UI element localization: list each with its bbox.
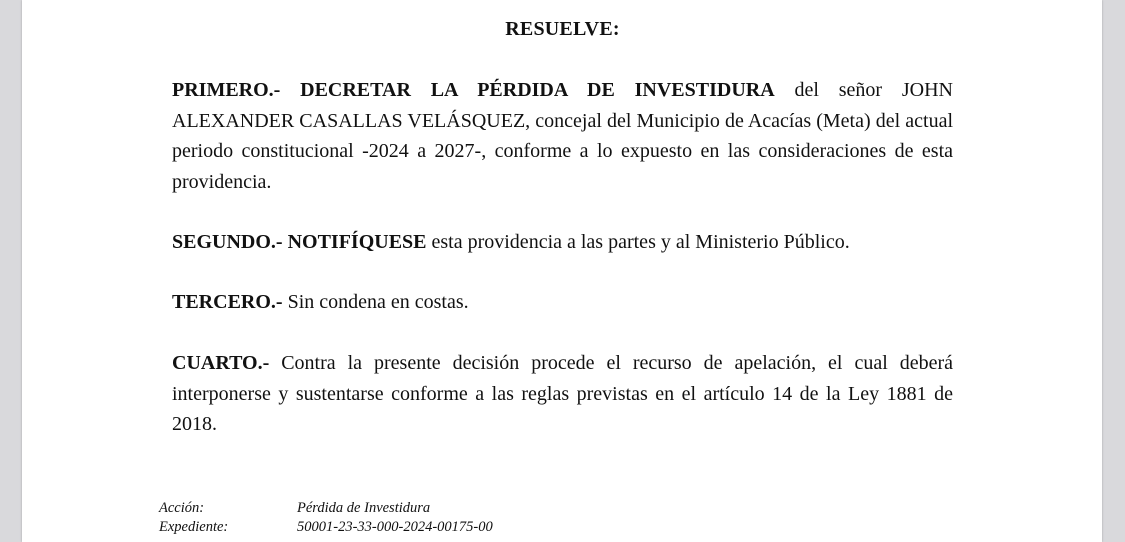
- footer-accion-value: Pérdida de Investidura: [297, 500, 431, 516]
- paragraph-segundo: [172, 227, 953, 258]
- footer-expediente-label: Expediente:: [159, 519, 229, 535]
- paragraph-cuarto-text: Contra la presente decisión procede el recurso de apelación, el cual deberá interponerse y sustentarse conforme a las reglas previstas en el artículo 14 de la Ley 1881 de 2018.: [172, 352, 953, 435]
- section-heading: RESUELVE:: [505, 18, 620, 40]
- footer-expediente-value: 50001-23-33-000-2024-00175-00: [297, 519, 493, 535]
- paragraph-segundo-text: esta providencia a las partes y al Ministerio Público.: [426, 231, 850, 253]
- paragraph-tercero: [172, 287, 953, 318]
- paragraph-primero-label: PRIMERO.- DECRETAR LA PÉRDIDA DE INVESTIDURA: [172, 79, 775, 101]
- footer-accion-label: Acción:: [159, 500, 205, 516]
- paragraph-tercero-label: TERCERO.-: [172, 291, 283, 313]
- paragraph-primero: [172, 75, 953, 197]
- paragraph-cuarto-label: CUARTO.-: [172, 352, 270, 374]
- paragraph-tercero-text: Sin condena en costas.: [282, 291, 469, 313]
- paragraph-segundo-label: SEGUNDO.- NOTIFÍQUESE: [172, 231, 427, 253]
- paragraph-primero-text: del señor JOHN ALEXANDER CASALLAS VELÁSQUEZ, concejal del Municipio de Acacías (Meta) del actual periodo constitucional -2024 a 2027-, conforme a lo expuesto en las consideraciones de esta providencia.: [172, 79, 953, 193]
- paragraph-cuarto: [172, 348, 953, 440]
- document-page: [22, 0, 1102, 542]
